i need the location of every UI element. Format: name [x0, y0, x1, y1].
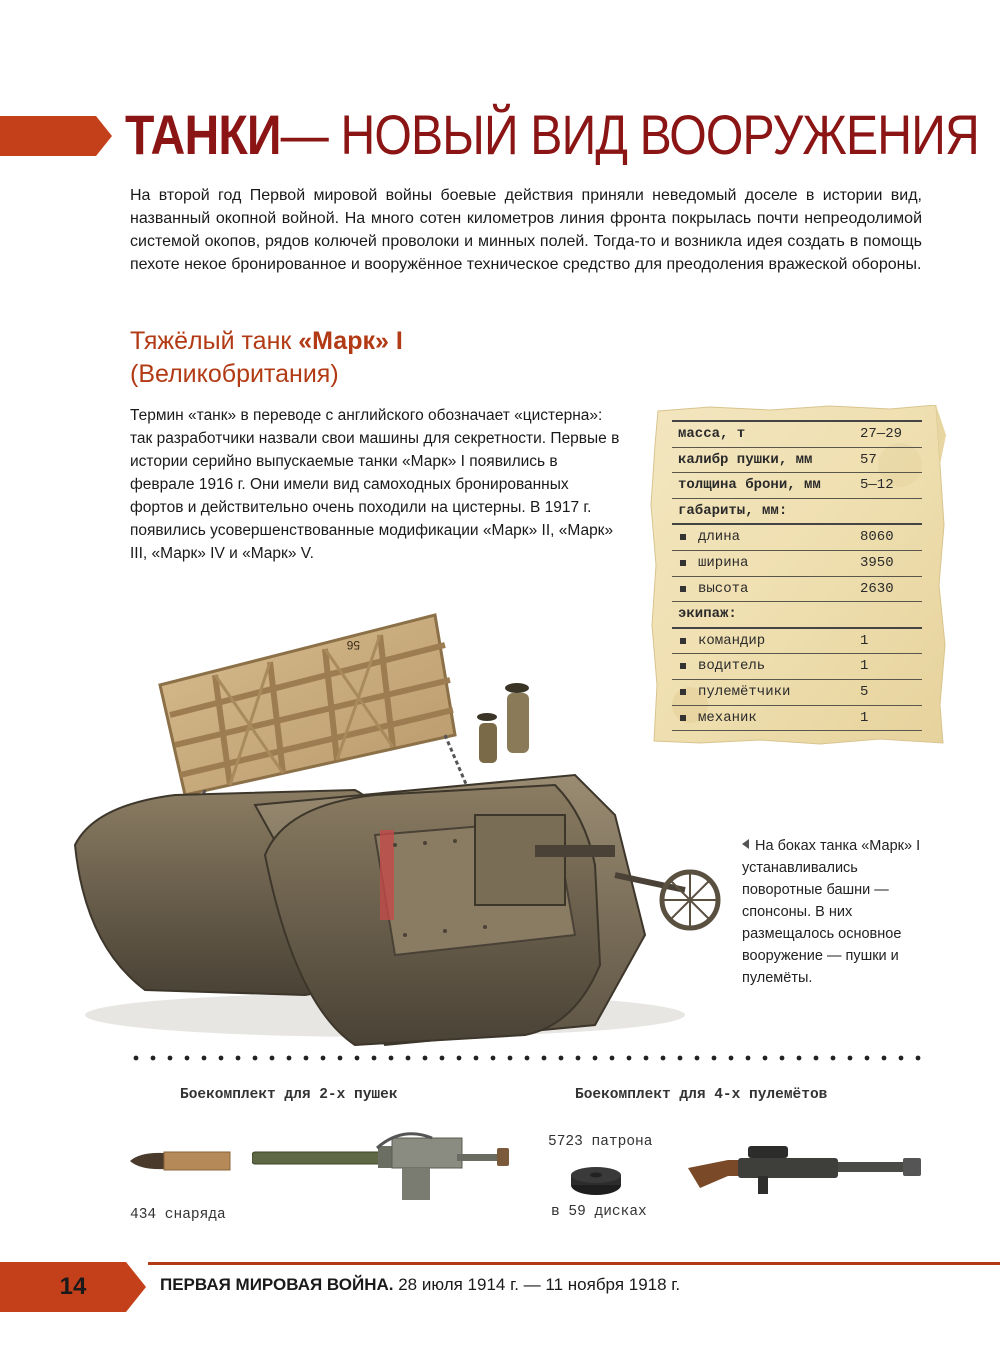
- tank-caption-text: На боках танка «Марк» I устанавливались поворотные башни — спонсоны. В них размещалось основное вооружение — пушки и пулемёты.: [742, 838, 921, 986]
- spec-value: 1: [860, 709, 869, 726]
- spec-label: ширина: [698, 554, 749, 571]
- arrow-left-icon: [742, 839, 749, 849]
- title-arrow-icon: [0, 116, 112, 156]
- spec-value: 5—12: [860, 477, 894, 494]
- spec-value: 2630: [860, 580, 894, 597]
- spec-row-armor: [672, 473, 922, 499]
- spec-label: масса, т: [678, 426, 746, 442]
- tank-description: Термин «танк» в переводе с английского обозначает «цистерна»: так разработчики назвали свои машины для секретности. Первые в истории серийно выпускаемые танки «Марк» I появились в феврале 1916 г. Они имели вид самоходных бронированных фортов и действительно очень походили на цистерны. В 1917 г. появились усовершенствованные модификации «Марк» II, «Марк» III, «Марк» IV и «Марк» V.: [130, 407, 620, 562]
- bullet-icon: [680, 560, 686, 566]
- spec-row-mass: [672, 420, 922, 448]
- bullet-icon: [680, 586, 686, 592]
- sponson: [475, 815, 565, 905]
- title-rest: — НОВЫЙ ВИД ВООРУЖЕНИЯ: [280, 103, 979, 166]
- discs-count: в 59 дисках: [551, 1204, 647, 1220]
- title-bold: ТАНКИ: [125, 103, 281, 166]
- spec-label: пулемётчики: [698, 683, 791, 700]
- spec-label: экипаж:: [678, 606, 737, 623]
- shells-count: 434 снаряда: [130, 1207, 226, 1223]
- footer-rule: [148, 1262, 1000, 1265]
- page-number: 14: [59, 1273, 87, 1300]
- spec-row-height: [672, 577, 922, 603]
- spec-value: 1: [860, 658, 869, 675]
- footer-title: [160, 1273, 680, 1297]
- ammo-disc-icon: [570, 1166, 622, 1196]
- tank-illustration: [55, 605, 725, 1050]
- spec-value: 8060: [860, 529, 894, 546]
- cannon-icon: [252, 1128, 514, 1202]
- page-title: [125, 100, 979, 170]
- mg-ammo-title: Боекомплект для 4-х пулемётов: [575, 1087, 828, 1103]
- spec-label: высота: [698, 580, 749, 597]
- book-dates: 28 июля 1914 г. — 11 ноября 1918 г.: [393, 1275, 681, 1294]
- cartridges-count: 5723 патрона: [548, 1134, 653, 1150]
- section-title-pre: Тяжёлый танк: [130, 327, 299, 355]
- bullet-icon: [680, 534, 686, 540]
- dotted-divider: [132, 1054, 922, 1062]
- wooden-frame: [160, 615, 455, 795]
- section-title: [130, 325, 403, 391]
- tank-caption: [742, 835, 942, 989]
- guns-ammo-title: Боекомплект для 2-х пушек: [180, 1087, 398, 1103]
- section-title-country: (Великобритания): [130, 360, 339, 388]
- spec-label: длина: [698, 529, 741, 546]
- spec-value: 3950: [860, 554, 894, 571]
- section-title-bold: «Марк» I: [298, 327, 403, 355]
- intro-paragraph: На второй год Первой мировой войны боевые действия приняли неведомый доселе в истории вид, названный окопной войной. На много сотен километров линия фронта покрылась почти непреодолимой системой окопов, рядов колючей проволоки и минных полей. Тогда-то и возникла идея создать в помощь пехоте некое бронированное и вооружённое техническое средство для преодоления вражеской обороны.: [130, 187, 922, 273]
- spec-label: габариты, мм:: [678, 502, 788, 519]
- soldiers: [477, 683, 529, 763]
- machine-gun-icon: [688, 1146, 922, 1198]
- frame-number: 56: [346, 638, 360, 652]
- spec-row-width: [672, 551, 922, 577]
- tank-gun: [535, 845, 615, 857]
- spec-value: 27—29: [860, 426, 903, 442]
- spec-value: 1: [860, 632, 869, 649]
- spec-label: толщина брони, мм: [678, 477, 821, 494]
- shell-icon: [130, 1150, 232, 1172]
- spec-value: 57: [860, 451, 877, 468]
- book-title: ПЕРВАЯ МИРОВАЯ ВОЙНА.: [160, 1275, 394, 1294]
- spec-label: командир: [698, 632, 766, 649]
- spec-row-length: [672, 525, 922, 551]
- spec-label: водитель: [698, 658, 766, 675]
- spec-value: 5: [860, 683, 869, 700]
- spec-row-gun: [672, 448, 922, 474]
- spec-label: калибр пушки, мм: [678, 451, 813, 468]
- spec-label: механик: [698, 709, 757, 726]
- spec-row-dims: [672, 499, 922, 526]
